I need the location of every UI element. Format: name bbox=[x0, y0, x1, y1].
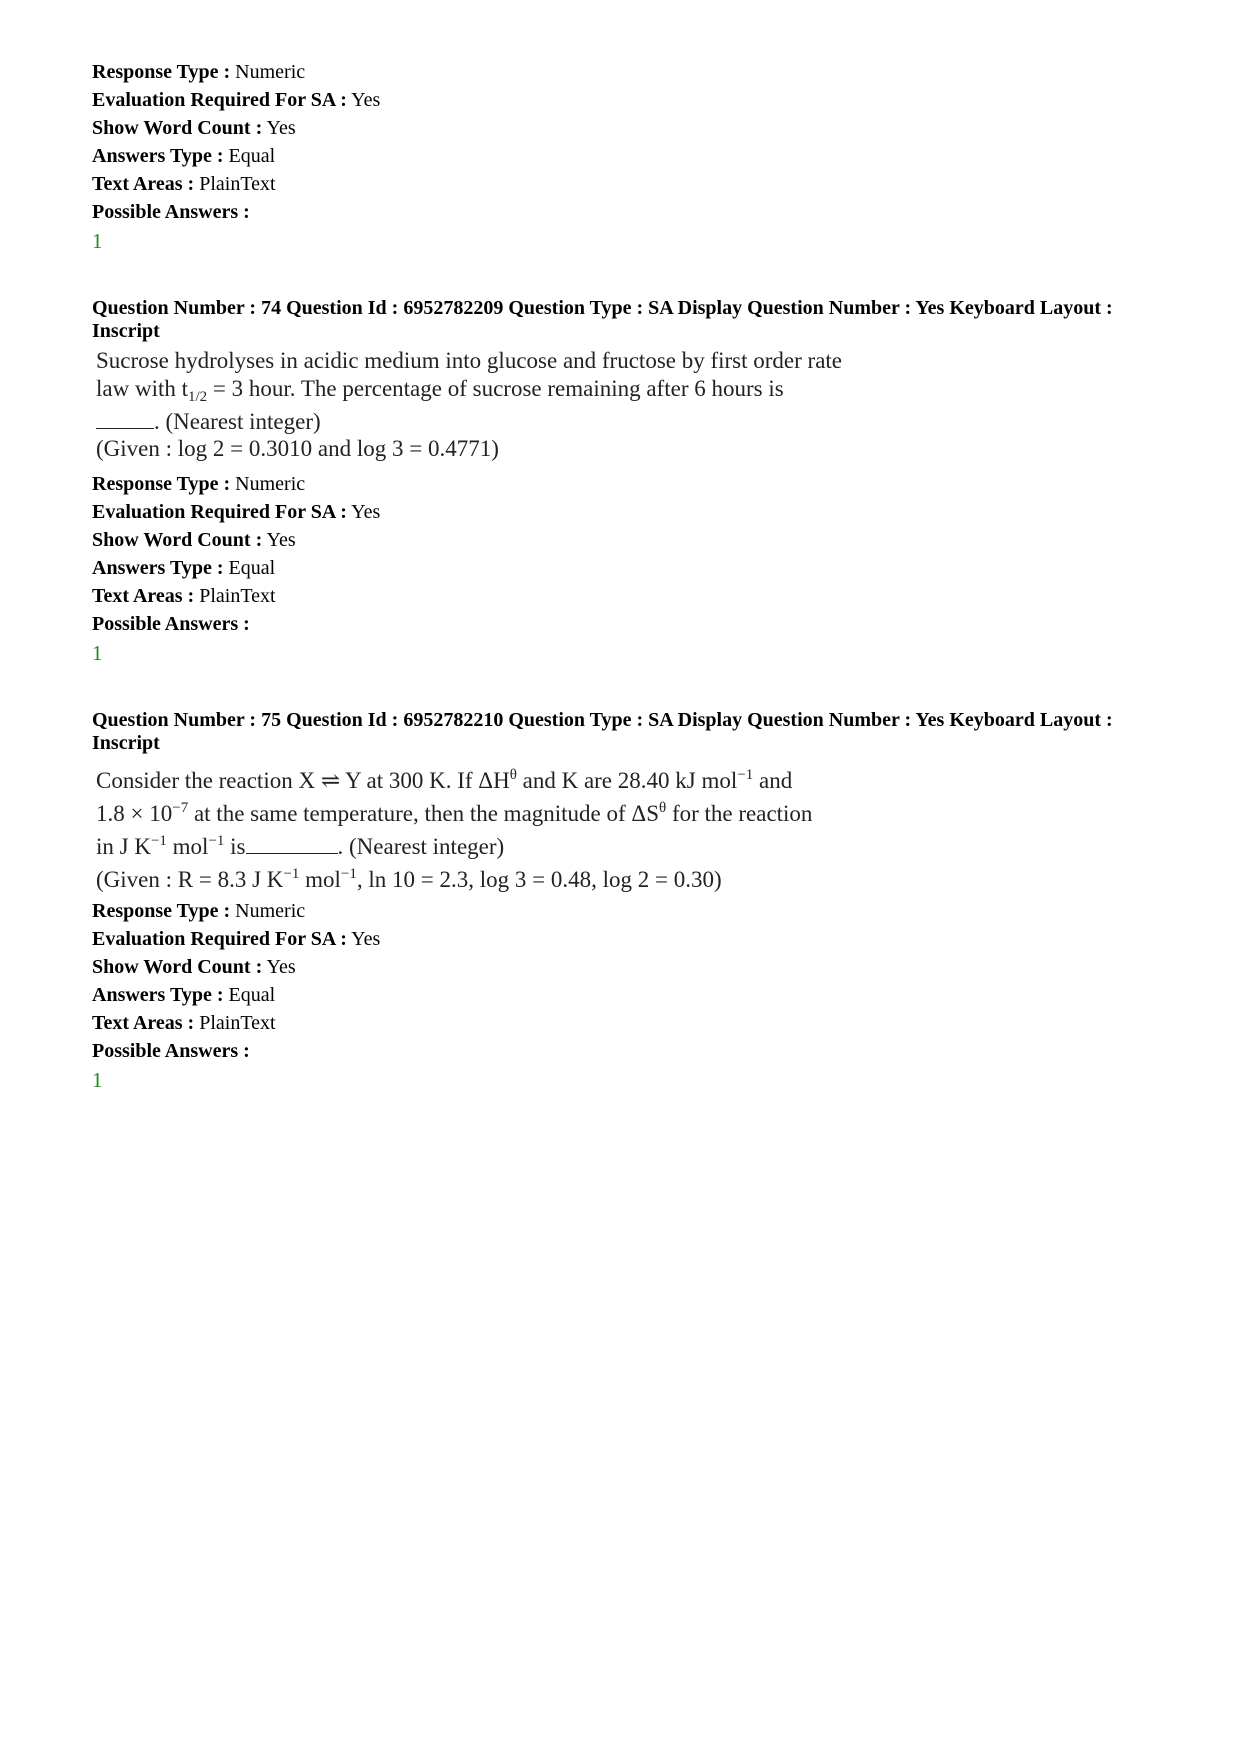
meta-possible-answers: Possible Answers : bbox=[92, 201, 250, 223]
q75-text-line-2: $1.8 \times 10^{-7}$ at the same temperature, then the magnitude of $\Delta S^\theta$ for the reaction bbox=[96, 800, 813, 826]
q74-text-line-4: (Given : log 2 = 0.3010 and log 3 = 0.4771) bbox=[96, 436, 499, 461]
meta-evaluation-required: Evaluation Required For SA : Yes bbox=[92, 501, 381, 523]
meta-text-areas: Text Areas : PlainText bbox=[92, 1012, 276, 1034]
meta-evaluation-required: Evaluation Required For SA : Yes bbox=[92, 928, 381, 950]
q74-text-line-2: law with $t_{1/2} = 3$ hour. The percentage of sucrose remaining after 6 hours is bbox=[96, 376, 784, 405]
meta-possible-answers: Possible Answers : bbox=[92, 613, 250, 635]
meta-response-type: Response Type : Numeric bbox=[92, 473, 306, 495]
question-75-header: Question Number : 75 Question Id : 6952782210 Question Type : SA Display Question Number : Yes Keyboard Layout : Inscript bbox=[92, 709, 1113, 754]
meta-show-word-count: Show Word Count : Yes bbox=[92, 956, 296, 978]
meta-show-word-count: Show Word Count : Yes bbox=[92, 529, 296, 551]
question-74-header: Question Number : 74 Question Id : 6952782209 Question Type : SA Display Question Number : Yes Keyboard Layout : Inscript bbox=[92, 297, 1113, 342]
possible-answer-value: 1 bbox=[92, 229, 103, 253]
q74-text-line-3: . (Nearest integer) bbox=[96, 408, 321, 436]
meta-answers-type: Answers Type : Equal bbox=[92, 145, 276, 167]
q74-text-line-1: Sucrose hydrolyses in acidic medium into glucose and fructose by first order rate bbox=[96, 348, 843, 373]
meta-show-word-count: Show Word Count : Yes bbox=[92, 117, 296, 139]
meta-text-areas: Text Areas : PlainText bbox=[92, 173, 276, 195]
q75-text-line-1: Consider the reaction X ⇌ Y at 300 K. If $\Delta H^\theta$ and K are 28.40 kJ mol$^{-1}$ and bbox=[96, 767, 793, 793]
meta-response-type: Response Type : Numeric bbox=[92, 61, 306, 83]
q75-text-line-4: (Given : R = 8.3 J $K^{-1}$ mol$^{-1}$, ln 10 = 2.3, log 3 = 0.48, log 2 = 0.30) bbox=[96, 866, 722, 892]
answer-blank bbox=[96, 410, 154, 429]
meta-answers-type: Answers Type : Equal bbox=[92, 557, 276, 579]
possible-answer-value: 1 bbox=[92, 641, 103, 665]
meta-possible-answers: Possible Answers : bbox=[92, 1040, 250, 1062]
meta-answers-type: Answers Type : Equal bbox=[92, 984, 276, 1006]
q75-text-line-3: in J $K^{-1}$ mol$^{-1}$ is . (Nearest integer) bbox=[96, 833, 505, 859]
possible-answer-value: 1 bbox=[92, 1068, 103, 1092]
meta-response-type: Response Type : Numeric bbox=[92, 900, 306, 922]
meta-evaluation-required: Evaluation Required For SA : Yes bbox=[92, 89, 381, 111]
answer-blank bbox=[246, 835, 338, 854]
meta-text-areas: Text Areas : PlainText bbox=[92, 585, 276, 607]
